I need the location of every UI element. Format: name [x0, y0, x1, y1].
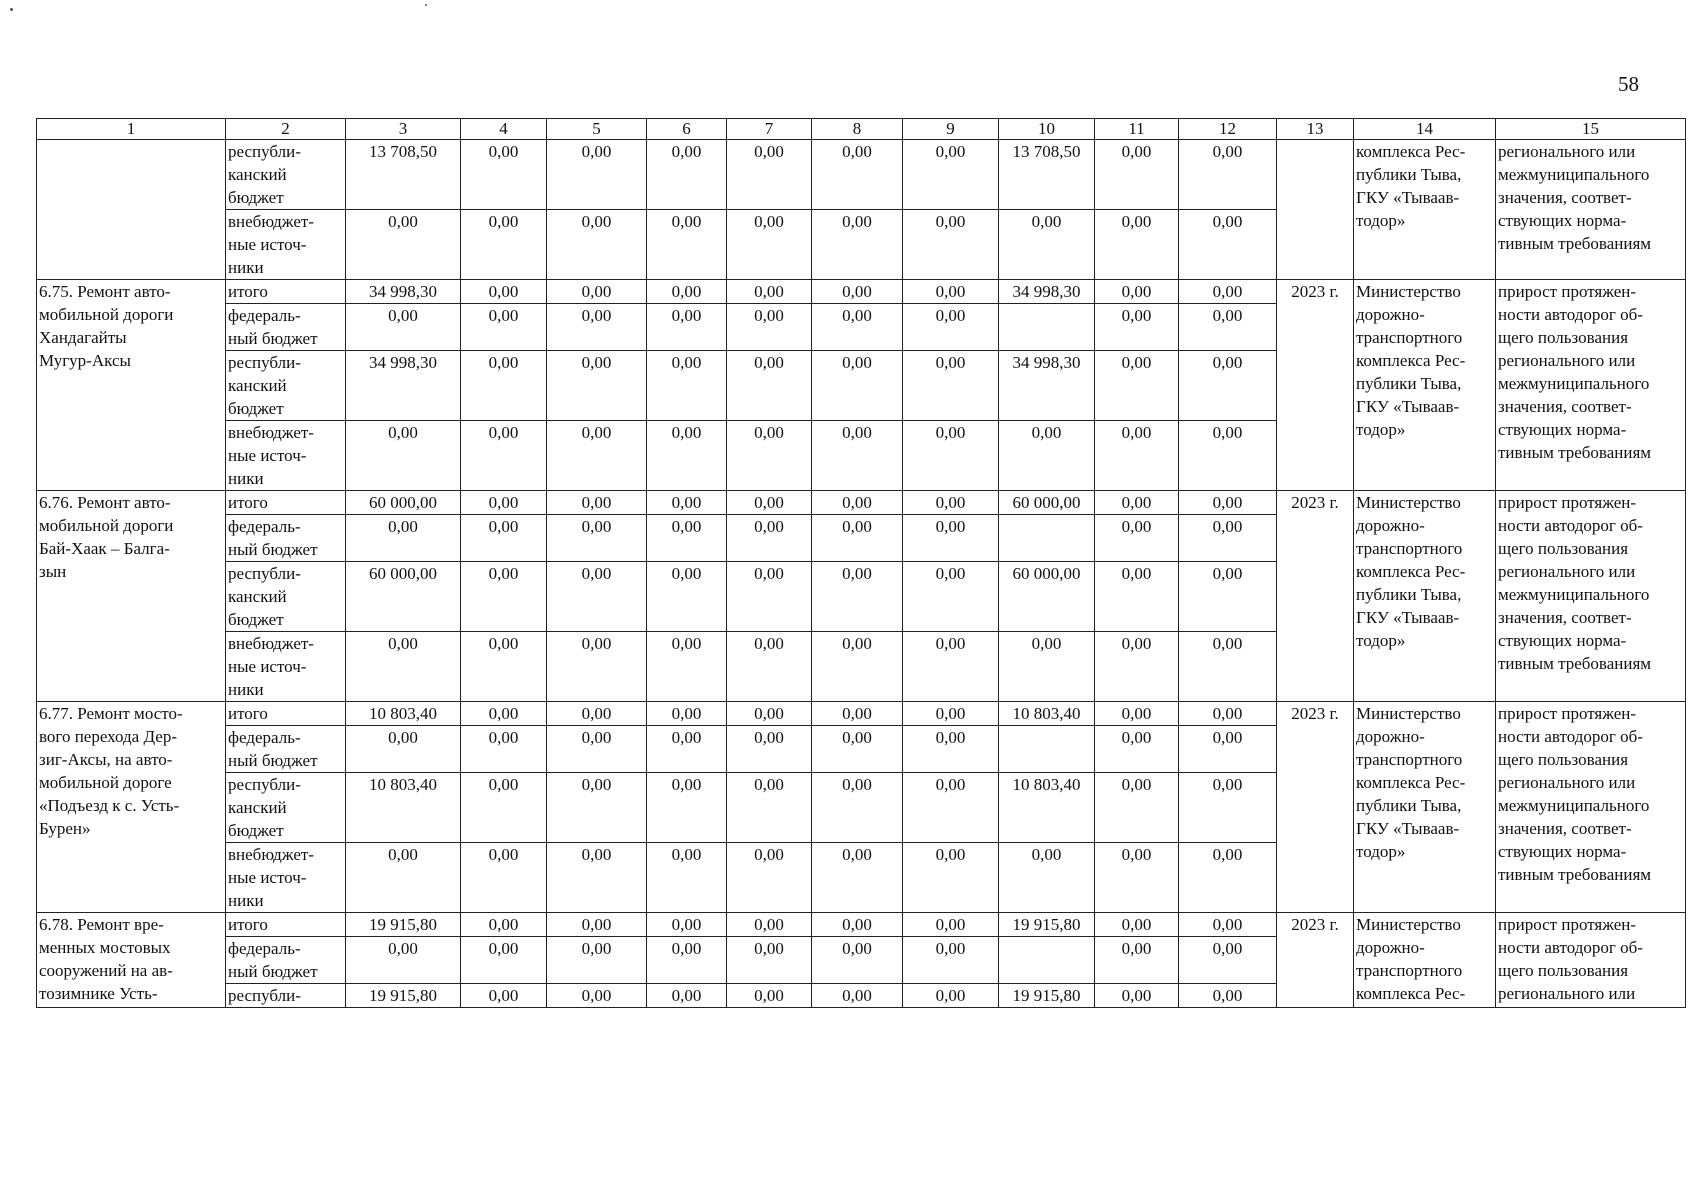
amount-cell: 0,00 — [1095, 726, 1179, 773]
amount-cell: 0,00 — [547, 773, 647, 843]
column-number-row — [37, 119, 1686, 140]
funding-source-cell: итого — [226, 491, 346, 515]
amount-cell: 0,00 — [903, 491, 999, 515]
table-row — [37, 702, 1686, 726]
column-number-header: 8 — [812, 119, 903, 140]
amount-cell: 0,00 — [727, 632, 812, 702]
amount-cell: 0,00 — [1095, 773, 1179, 843]
amount-cell: 0,00 — [547, 937, 647, 984]
amount-cell: 0,00 — [647, 421, 727, 491]
amount-cell: 0,00 — [903, 984, 999, 1008]
amount-cell: 0,00 — [903, 140, 999, 210]
amount-cell: 0,00 — [1095, 984, 1179, 1008]
amount-cell: 10 803,40 — [346, 702, 461, 726]
amount-cell: 0,00 — [461, 913, 547, 937]
amount-cell: 0,00 — [647, 491, 727, 515]
column-number-header: 15 — [1496, 119, 1686, 140]
amount-cell: 0,00 — [1179, 913, 1277, 937]
amount-cell: 0,00 — [547, 351, 647, 421]
amount-cell: 60 000,00 — [346, 491, 461, 515]
amount-cell: 0,00 — [727, 937, 812, 984]
amount-cell: 0,00 — [727, 726, 812, 773]
amount-cell: 0,00 — [727, 280, 812, 304]
amount-cell: 0,00 — [812, 984, 903, 1008]
amount-cell: 0,00 — [812, 702, 903, 726]
amount-cell: 0,00 — [1179, 726, 1277, 773]
amount-cell: 0,00 — [999, 421, 1095, 491]
activity-name-cell: 6.75. Ремонт авто- мобильной дороги Хандагайты Мугур-Аксы — [37, 280, 226, 491]
scan-speck — [10, 8, 13, 11]
amount-cell: 0,00 — [903, 210, 999, 280]
amount-cell: 0,00 — [1179, 515, 1277, 562]
amount-cell: 10 803,40 — [999, 773, 1095, 843]
budget-table-container — [36, 118, 1686, 1008]
amount-cell: 0,00 — [727, 304, 812, 351]
amount-cell: 0,00 — [547, 726, 647, 773]
amount-cell: 0,00 — [727, 843, 812, 913]
activity-name-cell: 6.76. Ремонт авто- мобильной дороги Бай-Хаак – Балга- зын — [37, 491, 226, 702]
amount-cell: 0,00 — [1095, 937, 1179, 984]
amount-cell: 0,00 — [903, 726, 999, 773]
activity-name-cell — [37, 140, 226, 280]
page-number: 58 — [1618, 72, 1639, 96]
amount-cell: 0,00 — [461, 351, 547, 421]
amount-cell: 0,00 — [461, 421, 547, 491]
amount-cell: 0,00 — [1179, 491, 1277, 515]
amount-cell: 0,00 — [727, 702, 812, 726]
amount-cell: 0,00 — [903, 913, 999, 937]
amount-cell: 0,00 — [903, 937, 999, 984]
executor-cell: Министерство дорожно- транспортного комплекса Рес- публики Тыва, ГКУ «Тываав- тодор» — [1354, 491, 1496, 702]
amount-cell: 0,00 — [647, 351, 727, 421]
amount-cell: 0,00 — [346, 515, 461, 562]
amount-cell: 0,00 — [547, 304, 647, 351]
amount-cell: 0,00 — [1095, 632, 1179, 702]
amount-cell: 0,00 — [461, 843, 547, 913]
funding-source-cell: внебюджет- ные источ- ники — [226, 843, 346, 913]
amount-cell: 0,00 — [461, 280, 547, 304]
expected-result-cell: регионального или межмуниципального значения, соответ- ствующих норма- тивным требованиям — [1496, 140, 1686, 280]
amount-cell: 19 915,80 — [346, 984, 461, 1008]
funding-source-cell: республи- канский бюджет — [226, 773, 346, 843]
amount-cell: 0,00 — [727, 913, 812, 937]
deadline-cell: 2023 г. — [1277, 280, 1354, 491]
amount-cell: 0,00 — [647, 726, 727, 773]
amount-cell — [999, 726, 1095, 773]
amount-cell: 0,00 — [547, 702, 647, 726]
amount-cell: 0,00 — [461, 773, 547, 843]
executor-cell: Министерство дорожно- транспортного комплекса Рес- — [1354, 913, 1496, 1008]
amount-cell: 0,00 — [1095, 491, 1179, 515]
funding-source-cell: республи- канский бюджет — [226, 562, 346, 632]
amount-cell: 0,00 — [903, 515, 999, 562]
amount-cell: 0,00 — [1095, 515, 1179, 562]
amount-cell: 0,00 — [727, 515, 812, 562]
amount-cell: 60 000,00 — [346, 562, 461, 632]
amount-cell: 0,00 — [1179, 984, 1277, 1008]
amount-cell: 0,00 — [1095, 351, 1179, 421]
amount-cell: 0,00 — [461, 937, 547, 984]
amount-cell: 0,00 — [647, 280, 727, 304]
amount-cell: 0,00 — [547, 280, 647, 304]
amount-cell: 0,00 — [547, 913, 647, 937]
amount-cell: 0,00 — [812, 140, 903, 210]
amount-cell: 0,00 — [812, 562, 903, 632]
amount-cell: 0,00 — [647, 562, 727, 632]
table-row — [37, 280, 1686, 304]
amount-cell: 0,00 — [903, 304, 999, 351]
amount-cell: 19 915,80 — [999, 984, 1095, 1008]
amount-cell: 0,00 — [547, 843, 647, 913]
amount-cell: 0,00 — [1179, 562, 1277, 632]
amount-cell: 0,00 — [647, 210, 727, 280]
amount-cell: 0,00 — [727, 491, 812, 515]
amount-cell: 0,00 — [346, 421, 461, 491]
amount-cell: 0,00 — [1095, 140, 1179, 210]
amount-cell: 0,00 — [1179, 351, 1277, 421]
amount-cell: 0,00 — [812, 351, 903, 421]
funding-source-cell: федераль- ный бюджет — [226, 937, 346, 984]
amount-cell: 0,00 — [647, 702, 727, 726]
deadline-cell: 2023 г. — [1277, 702, 1354, 913]
amount-cell: 0,00 — [547, 984, 647, 1008]
funding-source-cell: федераль- ный бюджет — [226, 304, 346, 351]
activity-name-cell: 6.77. Ремонт мосто- вого перехода Дер- зиг-Аксы, на авто- мобильной дороге «Подъезд к с. Усть- Бурен» — [37, 702, 226, 913]
amount-cell: 0,00 — [903, 702, 999, 726]
amount-cell: 19 915,80 — [346, 913, 461, 937]
amount-cell: 0,00 — [1095, 702, 1179, 726]
funding-source-cell: республи- — [226, 984, 346, 1008]
amount-cell: 0,00 — [547, 210, 647, 280]
expected-result-cell: прирост протяжен- ности автодорог об- щего пользования регионального или — [1496, 913, 1686, 1008]
amount-cell: 0,00 — [903, 632, 999, 702]
scan-speck — [425, 4, 427, 6]
amount-cell: 34 998,30 — [999, 280, 1095, 304]
amount-cell: 0,00 — [727, 984, 812, 1008]
amount-cell: 0,00 — [1095, 210, 1179, 280]
amount-cell: 0,00 — [647, 304, 727, 351]
amount-cell: 0,00 — [1095, 304, 1179, 351]
column-number-header: 12 — [1179, 119, 1277, 140]
funding-source-cell: итого — [226, 702, 346, 726]
amount-cell: 0,00 — [812, 421, 903, 491]
executor-cell: Министерство дорожно- транспортного комплекса Рес- публики Тыва, ГКУ «Тываав- тодор» — [1354, 280, 1496, 491]
amount-cell: 0,00 — [1179, 773, 1277, 843]
amount-cell: 0,00 — [727, 140, 812, 210]
amount-cell: 0,00 — [903, 773, 999, 843]
amount-cell: 0,00 — [812, 913, 903, 937]
amount-cell: 10 803,40 — [346, 773, 461, 843]
amount-cell: 0,00 — [647, 937, 727, 984]
amount-cell: 0,00 — [1179, 280, 1277, 304]
amount-cell: 0,00 — [999, 632, 1095, 702]
amount-cell: 0,00 — [461, 304, 547, 351]
amount-cell: 0,00 — [727, 562, 812, 632]
amount-cell: 0,00 — [461, 632, 547, 702]
amount-cell: 0,00 — [812, 304, 903, 351]
amount-cell: 0,00 — [812, 632, 903, 702]
amount-cell: 0,00 — [1095, 562, 1179, 632]
amount-cell: 0,00 — [461, 210, 547, 280]
amount-cell: 60 000,00 — [999, 562, 1095, 632]
activity-name-cell: 6.78. Ремонт вре- менных мостовых сооружений на ав- тозимнике Усть- — [37, 913, 226, 1008]
table-body — [37, 119, 1686, 1008]
amount-cell: 0,00 — [727, 773, 812, 843]
amount-cell: 0,00 — [812, 210, 903, 280]
amount-cell: 34 998,30 — [999, 351, 1095, 421]
amount-cell: 0,00 — [547, 632, 647, 702]
amount-cell: 0,00 — [903, 843, 999, 913]
amount-cell: 0,00 — [461, 515, 547, 562]
amount-cell: 0,00 — [346, 726, 461, 773]
funding-source-cell: внебюджет- ные источ- ники — [226, 421, 346, 491]
amount-cell: 0,00 — [647, 773, 727, 843]
funding-source-cell: итого — [226, 280, 346, 304]
column-number-header: 5 — [547, 119, 647, 140]
amount-cell: 0,00 — [547, 421, 647, 491]
amount-cell: 0,00 — [547, 515, 647, 562]
funding-source-cell: республи- канский бюджет — [226, 351, 346, 421]
amount-cell: 19 915,80 — [999, 913, 1095, 937]
expected-result-cell: прирост протяжен- ности автодорог об- щего пользования регионального или межмуниципального значения, соответ- ствующих норма- тивным требованиям — [1496, 702, 1686, 913]
amount-cell: 0,00 — [727, 351, 812, 421]
amount-cell: 0,00 — [647, 140, 727, 210]
amount-cell: 0,00 — [812, 937, 903, 984]
table-row — [37, 913, 1686, 937]
amount-cell: 0,00 — [346, 210, 461, 280]
column-number-header: 6 — [647, 119, 727, 140]
budget-table — [36, 118, 1686, 1008]
funding-source-cell: республи- канский бюджет — [226, 140, 346, 210]
amount-cell: 0,00 — [1179, 632, 1277, 702]
amount-cell: 0,00 — [812, 515, 903, 562]
amount-cell: 0,00 — [547, 140, 647, 210]
amount-cell: 0,00 — [727, 421, 812, 491]
amount-cell: 0,00 — [461, 726, 547, 773]
table-row — [37, 491, 1686, 515]
amount-cell: 0,00 — [461, 702, 547, 726]
expected-result-cell: прирост протяжен- ности автодорог об- щего пользования регионального или межмуниципального значения, соответ- ствующих норма- тивным требованиям — [1496, 491, 1686, 702]
amount-cell: 0,00 — [812, 280, 903, 304]
column-number-header: 14 — [1354, 119, 1496, 140]
amount-cell: 60 000,00 — [999, 491, 1095, 515]
column-number-header: 2 — [226, 119, 346, 140]
column-number-header: 7 — [727, 119, 812, 140]
amount-cell: 0,00 — [999, 843, 1095, 913]
amount-cell: 0,00 — [547, 562, 647, 632]
column-number-header: 10 — [999, 119, 1095, 140]
amount-cell: 10 803,40 — [999, 702, 1095, 726]
amount-cell: 0,00 — [903, 280, 999, 304]
deadline-cell — [1277, 140, 1354, 280]
amount-cell: 0,00 — [812, 843, 903, 913]
amount-cell: 0,00 — [461, 984, 547, 1008]
funding-source-cell: внебюджет- ные источ- ники — [226, 632, 346, 702]
amount-cell — [999, 937, 1095, 984]
amount-cell: 0,00 — [903, 351, 999, 421]
amount-cell: 34 998,30 — [346, 280, 461, 304]
amount-cell: 0,00 — [346, 937, 461, 984]
amount-cell: 13 708,50 — [999, 140, 1095, 210]
amount-cell: 0,00 — [461, 140, 547, 210]
funding-source-cell: федераль- ный бюджет — [226, 726, 346, 773]
amount-cell: 0,00 — [346, 843, 461, 913]
amount-cell: 0,00 — [1179, 937, 1277, 984]
amount-cell: 0,00 — [1179, 843, 1277, 913]
executor-cell: комплекса Рес- публики Тыва, ГКУ «Тываав- тодор» — [1354, 140, 1496, 280]
column-number-header: 3 — [346, 119, 461, 140]
amount-cell: 0,00 — [647, 913, 727, 937]
amount-cell: 13 708,50 — [346, 140, 461, 210]
amount-cell — [999, 515, 1095, 562]
amount-cell: 0,00 — [812, 491, 903, 515]
amount-cell: 0,00 — [647, 632, 727, 702]
deadline-cell: 2023 г. — [1277, 913, 1354, 1008]
amount-cell: 0,00 — [346, 304, 461, 351]
amount-cell: 0,00 — [1179, 140, 1277, 210]
amount-cell: 0,00 — [903, 562, 999, 632]
amount-cell: 0,00 — [903, 421, 999, 491]
amount-cell: 0,00 — [1179, 210, 1277, 280]
amount-cell: 0,00 — [1179, 702, 1277, 726]
amount-cell: 0,00 — [727, 210, 812, 280]
column-number-header: 11 — [1095, 119, 1179, 140]
amount-cell: 0,00 — [647, 515, 727, 562]
amount-cell: 0,00 — [1179, 421, 1277, 491]
column-number-header: 1 — [37, 119, 226, 140]
amount-cell: 0,00 — [1095, 843, 1179, 913]
column-number-header: 9 — [903, 119, 999, 140]
amount-cell: 0,00 — [647, 843, 727, 913]
amount-cell: 0,00 — [1179, 304, 1277, 351]
funding-source-cell: внебюджет- ные источ- ники — [226, 210, 346, 280]
amount-cell: 0,00 — [999, 210, 1095, 280]
expected-result-cell: прирост протяжен- ности автодорог об- щего пользования регионального или межмуниципального значения, соответ- ствующих норма- тивным требованиям — [1496, 280, 1686, 491]
executor-cell: Министерство дорожно- транспортного комплекса Рес- публики Тыва, ГКУ «Тываав- тодор» — [1354, 702, 1496, 913]
table-row — [37, 140, 1686, 210]
amount-cell: 0,00 — [647, 984, 727, 1008]
deadline-cell: 2023 г. — [1277, 491, 1354, 702]
column-number-header: 4 — [461, 119, 547, 140]
amount-cell — [999, 304, 1095, 351]
amount-cell: 0,00 — [1095, 913, 1179, 937]
funding-source-cell: итого — [226, 913, 346, 937]
amount-cell: 0,00 — [461, 562, 547, 632]
amount-cell: 0,00 — [461, 491, 547, 515]
amount-cell: 0,00 — [346, 632, 461, 702]
amount-cell: 0,00 — [1095, 421, 1179, 491]
funding-source-cell: федераль- ный бюджет — [226, 515, 346, 562]
column-number-header: 13 — [1277, 119, 1354, 140]
amount-cell: 0,00 — [547, 491, 647, 515]
amount-cell: 34 998,30 — [346, 351, 461, 421]
amount-cell: 0,00 — [812, 773, 903, 843]
amount-cell: 0,00 — [812, 726, 903, 773]
amount-cell: 0,00 — [1095, 280, 1179, 304]
